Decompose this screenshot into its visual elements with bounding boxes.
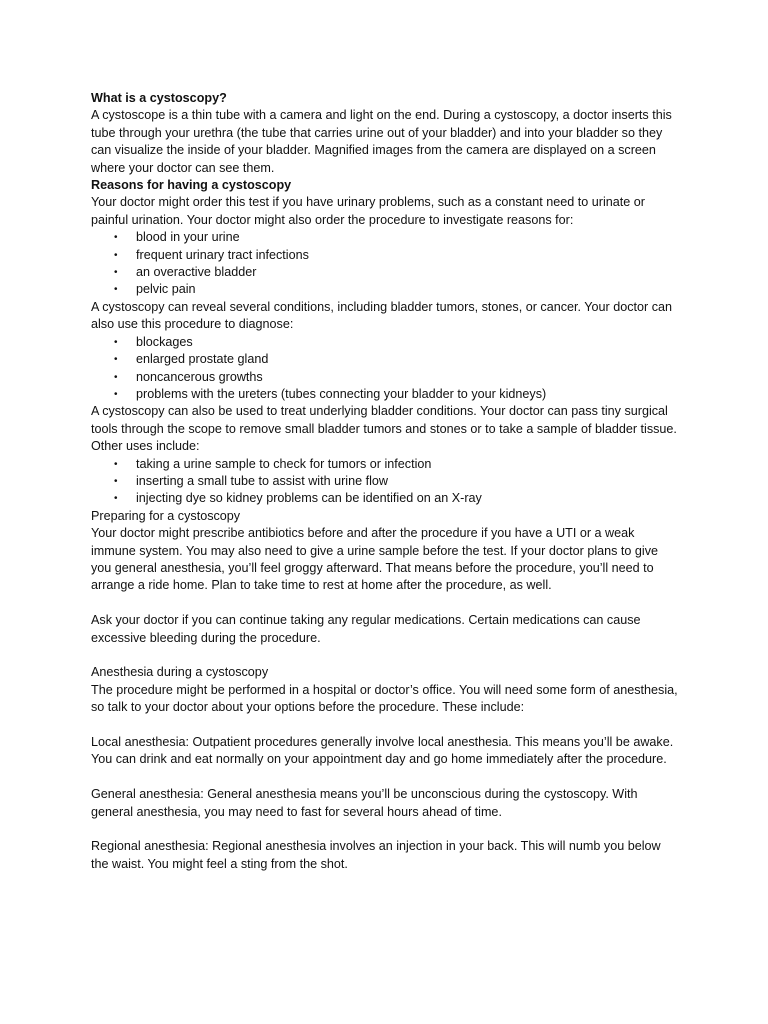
document-body — [91, 90, 678, 873]
general-anesthesia-paragraph: General anesthesia: General anesthesia means you’ll be unconscious during the cystoscopy. With general anesthesia, you may need to fast for several hours ahead of time. — [91, 787, 638, 819]
list-item: • blockages — [91, 334, 678, 351]
preparing-heading: Preparing for a cystoscopy — [91, 508, 241, 523]
list-item: • inserting a small tube to assist with urine flow — [91, 473, 678, 490]
what-heading: What is a cystoscopy? — [91, 91, 227, 105]
local-anesthesia-paragraph: Local anesthesia: Outpatient procedures generally involve local anesthesia. This means you’ll be awake. You can drink and eat normally on your appointment day and go home immediately after the procedure. — [91, 734, 674, 767]
diagnose-list — [91, 334, 678, 404]
list-item: • blood in your urine — [91, 229, 678, 246]
list-item: • taking a urine sample to check for tumors or infection — [91, 456, 678, 473]
what-paragraph: A cystoscope is a thin tube with a camera and light on the end. During a cystoscopy, a doctor inserts this tube through your urethra (the tube that carries urine out of your bladder) and into your bladder so they can visualize the inside of your bladder. Magnified images from the camera are displayed on a screen where your doctor can see them. — [91, 108, 672, 175]
paragraph-spacer — [91, 769, 678, 786]
list-item: • enlarged prostate gland — [91, 351, 678, 368]
regional-anesthesia-paragraph: Regional anesthesia: Regional anesthesia involves an injection in your back. This will numb you below the waist. You might feel a sting from the shot. — [91, 839, 661, 871]
reasons-heading: Reasons for having a cystoscopy — [91, 178, 292, 193]
medications-paragraph: Ask your doctor if you can continue taking any regular medications. Certain medications can cause excessive bleeding during the procedure. — [91, 613, 641, 645]
reasons-list — [91, 229, 678, 299]
list-item: • pelvic pain — [91, 281, 678, 298]
paragraph-spacer — [91, 647, 678, 664]
list-item: • injecting dye so kidney problems can be identified on an X-ray — [91, 490, 678, 507]
list-item: • frequent urinary tract infections — [91, 247, 678, 264]
treat-paragraph: A cystoscopy can also be used to treat underlying bladder conditions. Your doctor can pass tiny surgical tools through the scope to remove small bladder tumors and stones or to take a sample of bladder tissue. — [91, 404, 677, 436]
paragraph-spacer — [91, 595, 678, 612]
list-item: • problems with the ureters (tubes connecting your bladder to your kidneys) — [91, 386, 678, 403]
other-uses-heading: Other uses include: — [91, 439, 200, 454]
anesthesia-heading: Anesthesia during a cystoscopy — [91, 665, 269, 680]
reasons-intro-paragraph: Your doctor might order this test if you have urinary problems, such as a constant need to urinate or painful urination. Your doctor might also order the procedure to investigate reasons for: — [91, 195, 645, 227]
anesthesia-paragraph: The procedure might be performed in a hospital or doctor’s office. You will need some form of anesthesia, so talk to your doctor about your options before the procedure. These include: — [91, 682, 678, 715]
diagnose-intro-paragraph: A cystoscopy can reveal several conditions, including bladder tumors, stones, or cancer. Your doctor can also use this procedure to diagnose: — [91, 299, 673, 332]
paragraph-spacer — [91, 717, 678, 734]
other-uses-list — [91, 456, 678, 508]
list-item: • noncancerous growths — [91, 369, 678, 386]
preparing-paragraph: Your doctor might prescribe antibiotics before and after the procedure if you have a UTI or a weak immune system. You may also need to give a urine sample before the test. If your doctor plans to give you general anesthesia, you’ll feel groggy afterward. That means before the procedure, you’ll need to arrange a ride home. Plan to take time to rest at home after the procedure, as well. — [91, 526, 659, 593]
list-item: • an overactive bladder — [91, 264, 678, 281]
paragraph-spacer — [91, 821, 678, 838]
